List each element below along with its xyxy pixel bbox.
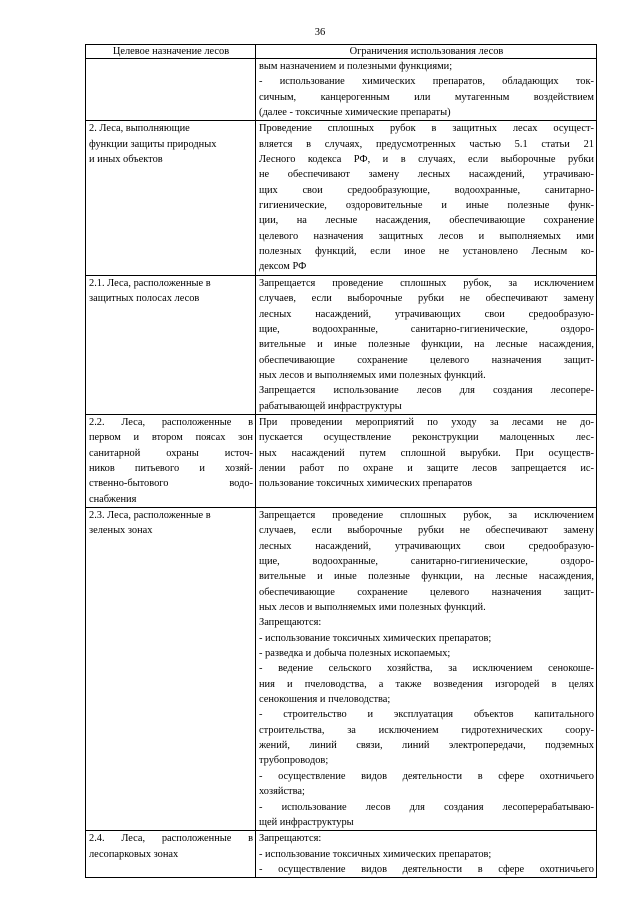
- restriction-line: лесных насаждений, утрачивающих свои средообразую-: [259, 308, 594, 320]
- restriction-line: ции, на лесные насаждения, обеспечивающие сохранение: [259, 215, 594, 227]
- table-body: [86, 59, 597, 878]
- purpose-cell: [86, 275, 256, 414]
- restriction-line: лении работ по охране и защите лесов запрещается ис-: [259, 462, 594, 474]
- restriction-line: пользование токсичных химических препаратов: [259, 478, 473, 490]
- purpose-line: 2.4. Леса, расположенные в: [89, 833, 253, 845]
- table-row: [86, 507, 597, 830]
- restriction-line: - ведение сельского хозяйства, за исключением сенокоше-: [259, 663, 594, 675]
- restriction-line: - осуществление видов деятельности в сфере охотничьего: [259, 770, 594, 782]
- header-restrictions: Ограничения использования лесов: [256, 45, 597, 59]
- restriction-line: щей инфраструктуры: [259, 816, 354, 828]
- restriction-line: ных лесов и выполняемых ими полезных функций.: [259, 602, 486, 614]
- purpose-line: санитарной охраны источ-: [89, 447, 253, 459]
- restriction-line: трубопроводов;: [259, 755, 329, 767]
- purpose-line: защитных полосах лесов: [89, 293, 200, 305]
- restriction-line: не обеспечивают замену лесных насаждений, утрачиваю-: [259, 169, 594, 181]
- restriction-line: пускается осуществление реконструкции малоценных лес-: [259, 432, 594, 444]
- table-header-row: [86, 45, 597, 59]
- purpose-line: ственно-бытового водо-: [89, 478, 253, 490]
- restriction-line: - осуществление видов деятельности в сфере охотничьего: [259, 863, 594, 875]
- purpose-line: 2. Леса, выполняющие: [89, 123, 190, 135]
- restriction-line: целевого назначения защитных лесов и выполняемых ими: [259, 230, 594, 242]
- restriction-line: Запрещается проведение сплошных рубок, за исключением: [259, 509, 594, 521]
- restrictions-cell: [256, 275, 597, 414]
- restriction-line: - разведка и добыча полезных ископаемых;: [259, 648, 451, 660]
- purpose-line: 2.2. Леса, расположенные в: [89, 416, 253, 428]
- page-number: 36: [314, 27, 326, 38]
- restrictions-cell: [256, 831, 597, 878]
- purpose-line: лесопарковых зонах: [89, 848, 179, 860]
- restriction-line: Проведение сплошных рубок в защитных лесах осущест-: [259, 123, 594, 135]
- restriction-line: случаев, если выборочные рубки не обеспечивают замену: [259, 293, 594, 305]
- table-row: [86, 414, 597, 507]
- restriction-line: При проведении мероприятий по уходу за лесами не до-: [259, 416, 594, 428]
- purpose-line: зеленых зонах: [89, 525, 153, 537]
- table-row: [86, 59, 597, 121]
- purpose-line: функции защиты природных: [89, 138, 217, 150]
- restriction-line: - использование токсичных химических препаратов;: [259, 848, 492, 860]
- restriction-line: вляется в случаях, предусмотренных частью 5.1 статьи 21: [259, 138, 594, 150]
- restriction-line: Лесного кодекса РФ, и в случаях, если выборочные рубки: [259, 154, 594, 166]
- purpose-cell: [86, 414, 256, 507]
- restriction-line: жений, линий связи, линий электропередачи, подземных: [259, 740, 594, 752]
- restriction-line: щих свои средообразующие, водоохранные, санитарно-: [259, 184, 594, 196]
- restriction-line: Запрещается использование лесов для создания лесопере-: [259, 385, 594, 397]
- restriction-line: Запрещается проведение сплошных рубок, за исключением: [259, 277, 594, 289]
- forest-restrictions-table: [85, 44, 597, 878]
- restriction-line: щие, водоохранные, санитарно-гигиенические, оздоро-: [259, 323, 594, 335]
- restriction-line: ния и пчеловодства, а также возведения изгородей в целях: [259, 678, 594, 690]
- purpose-cell: [86, 121, 256, 275]
- purpose-line: 2.3. Леса, расположенные в: [89, 509, 211, 521]
- restrictions-cell: [256, 121, 597, 275]
- purpose-line: ников питьевого и хозяй-: [89, 462, 253, 474]
- purpose-line: 2.1. Леса, расположенные в: [89, 277, 211, 289]
- restrictions-cell: [256, 414, 597, 507]
- restriction-line: щие, водоохранные, санитарно-гигиенические, оздоро-: [259, 556, 594, 567]
- restriction-line: - использование химических препаратов, обладающих ток-: [259, 76, 594, 88]
- purpose-line: снабжения: [89, 493, 137, 505]
- restriction-line: обеспечивающие сохранение целевого назначения защит-: [259, 354, 594, 366]
- restriction-line: лесных насаждений, утрачивающих свои средообразую-: [259, 540, 594, 552]
- restriction-line: Запрещаются:: [259, 833, 322, 845]
- table-row: [86, 831, 597, 878]
- restriction-line: сенокошения и пчеловодства;: [259, 694, 391, 706]
- table-row: [86, 121, 597, 275]
- purpose-line: и иных объектов: [89, 154, 163, 166]
- restriction-line: рабатывающей инфраструктуры: [259, 400, 402, 412]
- restriction-line: хозяйства;: [259, 786, 305, 798]
- purpose-cell: [86, 59, 256, 121]
- restriction-line: обеспечивающие сохранение целевого назначения защит-: [259, 586, 594, 598]
- restriction-line: сичным, канцерогенным или мутагенным воздействием: [259, 91, 594, 103]
- restriction-line: вительные и иные полезные функции, на лесные насаждения,: [259, 339, 594, 351]
- restriction-line: - использование лесов для создания лесоперерабатываю-: [259, 801, 594, 813]
- purpose-line: первом и втором поясах зон: [89, 432, 253, 444]
- restriction-line: дексом РФ: [259, 261, 307, 273]
- restriction-line: строительства, за исключением гидротехнических соору-: [259, 724, 594, 736]
- restriction-line: - использование токсичных химических препаратов;: [259, 632, 492, 644]
- restriction-line: вым назначением и полезными функциями;: [259, 61, 453, 72]
- restriction-line: (далее - токсичные химические препараты): [259, 107, 451, 119]
- restriction-line: Запрещаются:: [259, 617, 322, 629]
- restriction-line: вительные и иные полезные функции, на лесные насаждения,: [259, 571, 594, 583]
- restriction-line: ных лесов и выполняемых ими полезных функций.: [259, 369, 486, 381]
- restrictions-cell: [256, 59, 597, 121]
- restriction-line: гигиенические, оздоровительные и иные полезные функ-: [259, 200, 594, 212]
- restriction-line: - строительство и эксплуатация объектов капитального: [259, 709, 594, 721]
- header-purpose: Целевое назначение лесов: [86, 45, 256, 59]
- purpose-cell: [86, 831, 256, 878]
- restriction-line: случаев, если выборочные рубки не обеспечивают замену: [259, 525, 594, 537]
- purpose-cell: [86, 507, 256, 830]
- restriction-line: полезных функций, если иное не установлено Лесным ко-: [259, 246, 594, 258]
- restrictions-cell: [256, 507, 597, 830]
- restriction-line: ных насаждений путем сплошной вырубки. При осуществ-: [259, 447, 594, 459]
- table-row: [86, 275, 597, 414]
